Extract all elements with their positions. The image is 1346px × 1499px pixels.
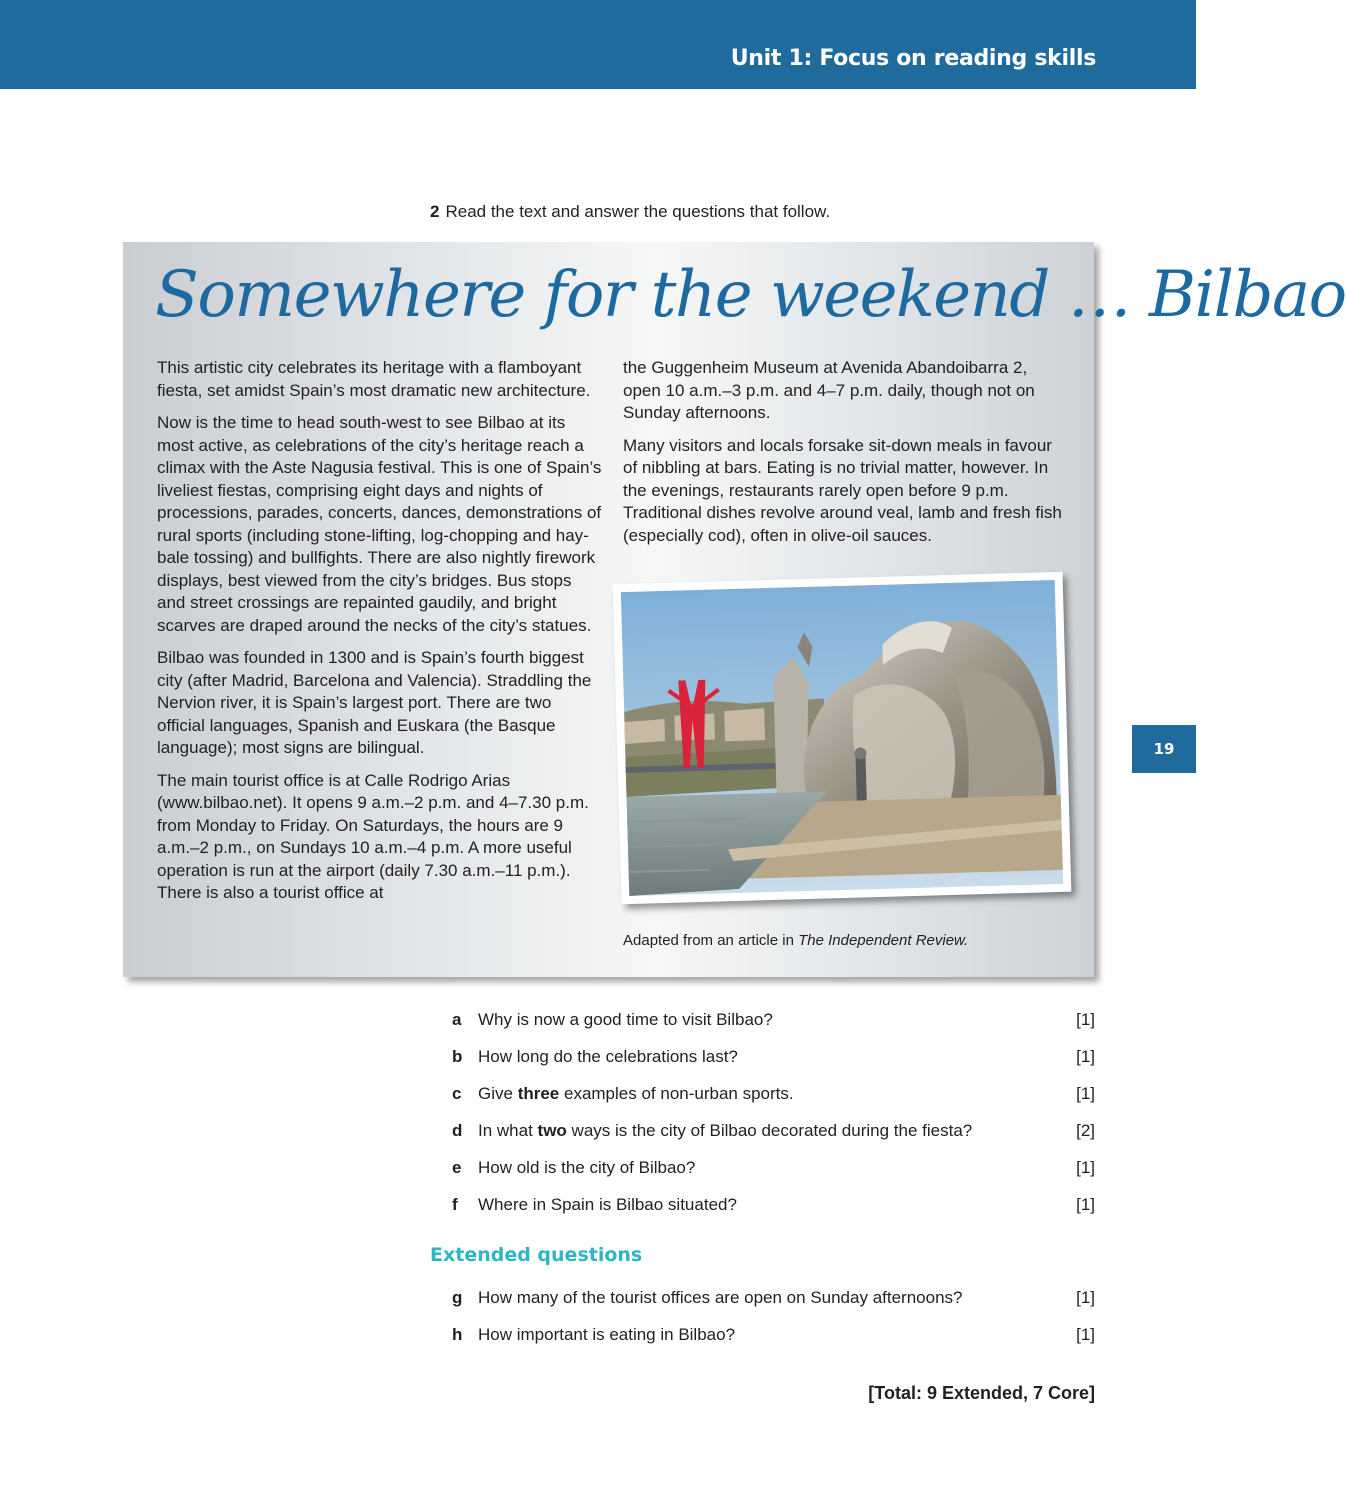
article-title: Somewhere for the weekend … Bilbao bbox=[155, 258, 1346, 332]
article-paragraph: This artistic city celebrates its heritage with a flamboyant fiesta, set amidst Spain’s most dramatic new architecture. bbox=[157, 358, 591, 400]
question-text-part: How important is eating in Bilbao? bbox=[478, 1325, 736, 1344]
question-text-part: In what bbox=[478, 1121, 538, 1140]
question-marks: [1] bbox=[1076, 1325, 1095, 1344]
question-list bbox=[452, 1010, 1095, 1232]
question-text bbox=[478, 1010, 773, 1030]
question-letter: e bbox=[452, 1158, 462, 1177]
question-text bbox=[478, 1158, 695, 1178]
question-text bbox=[478, 1195, 737, 1215]
question-d bbox=[452, 1121, 1095, 1158]
question-marks: [1] bbox=[1076, 1288, 1095, 1307]
question-letter: d bbox=[452, 1121, 463, 1140]
question-text bbox=[478, 1047, 738, 1067]
guggenheim-image bbox=[621, 580, 1063, 896]
extended-questions-heading: Extended questions bbox=[430, 1244, 643, 1266]
question-a bbox=[452, 1010, 1095, 1047]
question-text bbox=[478, 1084, 794, 1104]
question-emphasis: two bbox=[537, 1121, 567, 1140]
question-text-part: Why is now a good time to visit Bilbao? bbox=[478, 1010, 773, 1029]
question-marks: [1] bbox=[1076, 1010, 1095, 1029]
unit-title: Unit 1: Focus on reading skills bbox=[730, 46, 1096, 71]
question-marks: [2] bbox=[1076, 1121, 1095, 1140]
question-text-part: ways is the city of Bilbao decorated during the fiesta? bbox=[566, 1121, 973, 1140]
question-c bbox=[452, 1084, 1095, 1121]
caption-prefix: Adapted from an article in bbox=[623, 932, 799, 949]
question-text-part: How long do the celebrations last? bbox=[478, 1047, 738, 1066]
article-right-column bbox=[623, 357, 1063, 557]
question-text bbox=[478, 1288, 962, 1308]
question-text bbox=[478, 1121, 972, 1141]
total-marks: [Total: 9 Extended, 7 Core] bbox=[868, 1383, 1095, 1403]
question-letter: a bbox=[452, 1010, 462, 1029]
question-letter: g bbox=[452, 1288, 463, 1307]
question-marks: [1] bbox=[1076, 1047, 1095, 1066]
question-marks: [1] bbox=[1076, 1158, 1095, 1177]
extended-question-list bbox=[452, 1288, 1095, 1362]
question-marks: [1] bbox=[1076, 1195, 1095, 1214]
header-bar bbox=[0, 0, 1196, 89]
article-paragraph: Many visitors and locals forsake sit-down meals in favour of nibbling at bars. Eating is no trivial matter, however. In the evenings, restaurants rarely open before 9 p.m. Traditional dishes revolve around veal, lamb and fresh fish (especially cod), often in olive-oil sauces. bbox=[623, 435, 1062, 545]
question-text-part: examples of non-urban sports. bbox=[559, 1084, 794, 1103]
article-paragraph: the Guggenheim Museum at Avenida Abandoibarra 2, open 10 a.m.–3 p.m. and 4–7 p.m. daily, though not on Sunday afternoons. bbox=[623, 358, 1035, 422]
question-emphasis: three bbox=[517, 1084, 560, 1103]
question-letter: f bbox=[452, 1195, 458, 1214]
question-letter: c bbox=[452, 1084, 462, 1103]
image-caption bbox=[623, 932, 968, 949]
caption-source: The Independent Review. bbox=[798, 932, 969, 949]
question-text bbox=[478, 1325, 735, 1345]
question-text-part: Where in Spain is Bilbao situated? bbox=[478, 1195, 737, 1214]
question-letter: b bbox=[452, 1047, 463, 1066]
question-e bbox=[452, 1158, 1095, 1195]
guggenheim-photo bbox=[613, 572, 1072, 904]
exercise-instruction bbox=[430, 202, 830, 222]
instruction-text: Read the text and answer the questions that follow. bbox=[445, 202, 831, 221]
question-h bbox=[452, 1325, 1095, 1362]
article-paragraph: The main tourist office is at Calle Rodrigo Arias (www.bilbao.net). It opens 9 a.m.–2 p.m. and 4–7.30 p.m. from Monday to Friday. On Saturdays, the hours are 9 a.m.–2 p.m., on Sundays 10 a.m.–4 p.m. A more useful operation is run at the airport (daily 7.30 a.m.–11 p.m.). There is also a tourist office at bbox=[157, 770, 589, 902]
question-text-part: How many of the tourist offices are open on Sunday afternoons? bbox=[478, 1288, 963, 1307]
exercise-number: 2 bbox=[430, 202, 440, 221]
article-left-column bbox=[157, 357, 602, 915]
question-f bbox=[452, 1195, 1095, 1232]
article-paragraph: Now is the time to head south-west to see Bilbao at its most active, as celebrations of the city’s heritage reach a climax with the Aste Nagusia festival. This is one of Spain’s liveliest fiestas, comprising eight days and nights of processions, parades, concerts, dances, demonstrations of rural sports (including stone-lifting, log-chopping and hay-bale tossing) and bullfights. There are also nightly firework displays, best viewed from the city’s bridges. Bus stops and street crossings are repainted gaudily, and bright scarves are draped around the necks of the city’s statues. bbox=[157, 413, 602, 635]
question-marks: [1] bbox=[1076, 1084, 1095, 1103]
question-g bbox=[452, 1288, 1095, 1325]
page-number: 19 bbox=[1132, 725, 1196, 773]
question-b bbox=[452, 1047, 1095, 1084]
question-text-part: How old is the city of Bilbao? bbox=[478, 1158, 696, 1177]
article-paragraph: Bilbao was founded in 1300 and is Spain’s fourth biggest city (after Madrid, Barcelona and Valencia). Straddling the Nervion river, it is Spain’s largest port. There are two official languages, Spanish and Euskara (the Basque language); most signs are bilingual. bbox=[157, 648, 592, 757]
question-letter: h bbox=[452, 1325, 463, 1344]
question-text-part: Give bbox=[478, 1084, 518, 1103]
